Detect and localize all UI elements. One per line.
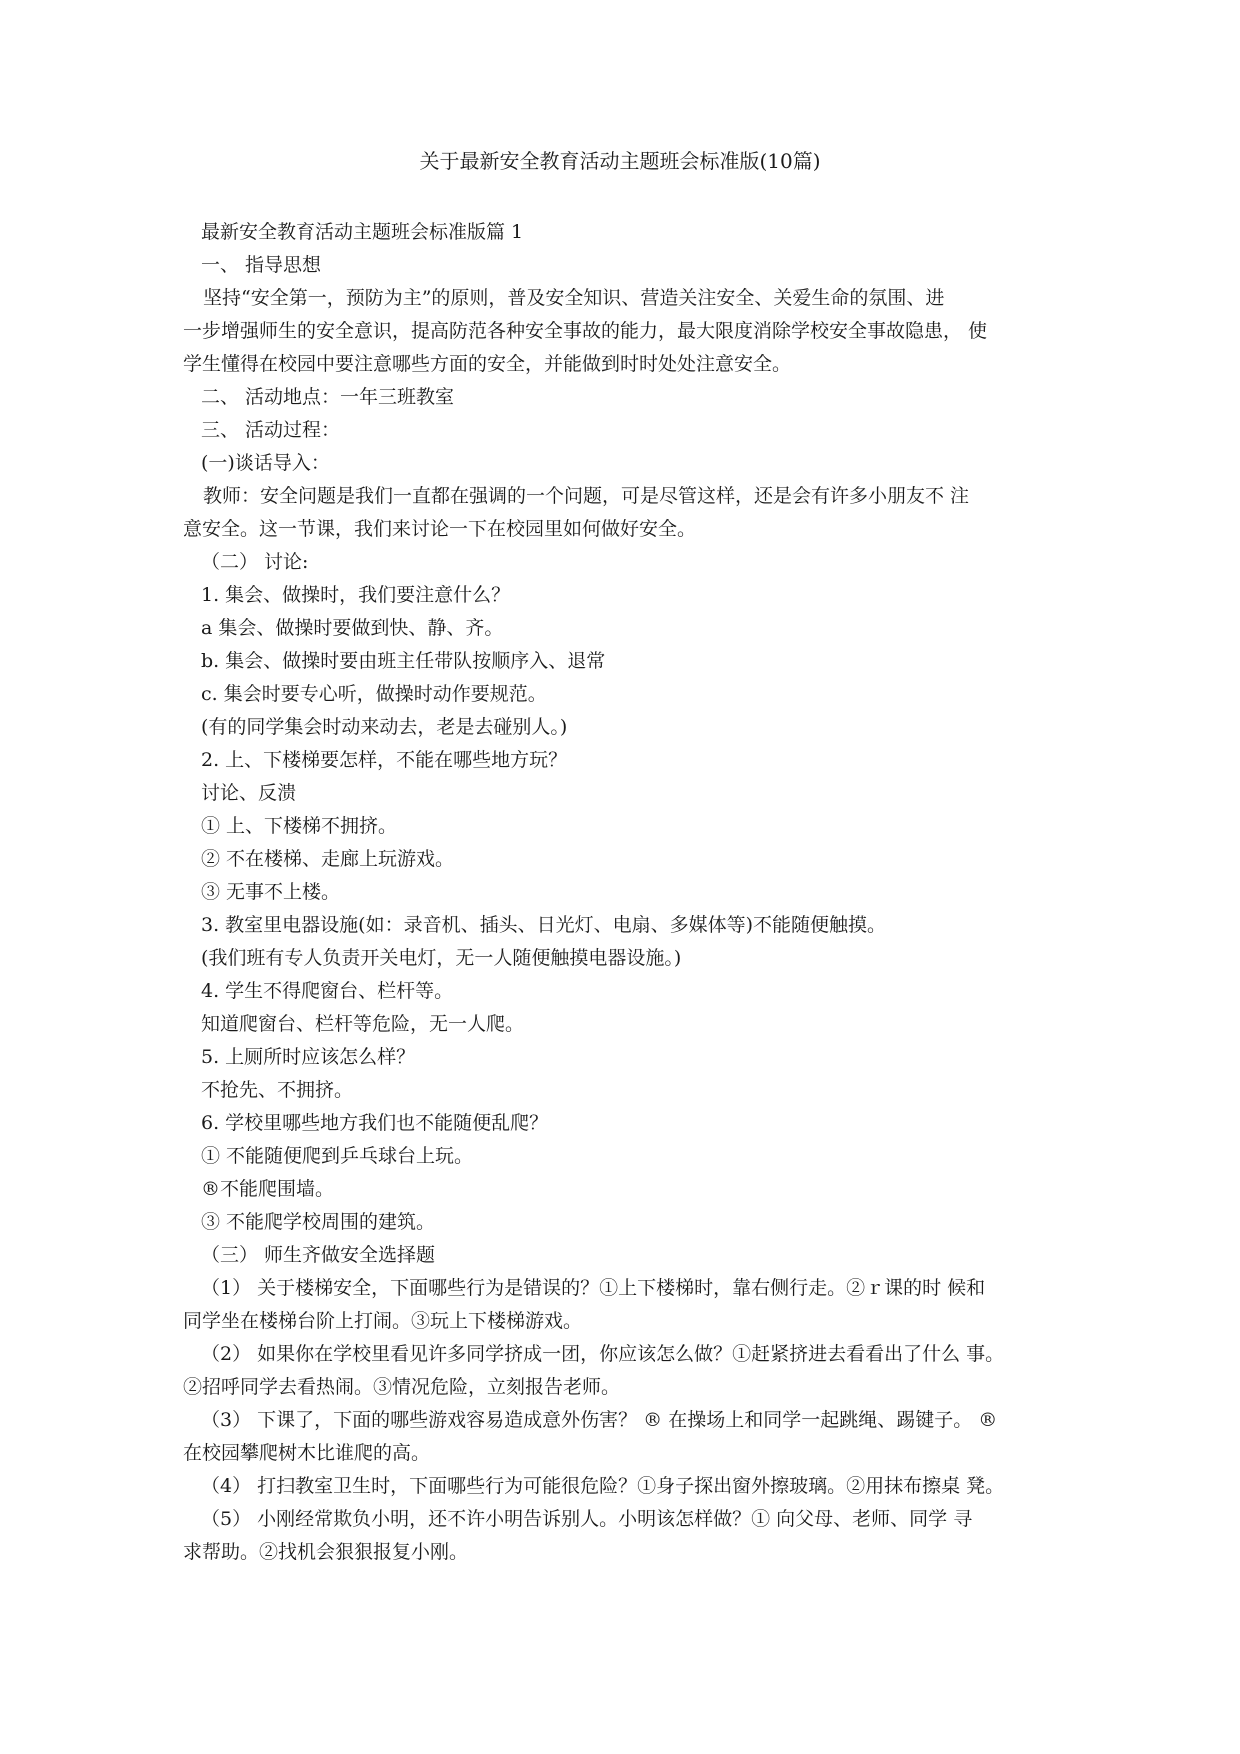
text-line: 同学坐在楼梯台阶上打闹。③玩上下楼梯游戏。 bbox=[183, 1310, 583, 1332]
text-line: ① 不能随便爬到乒乓球台上玩。 bbox=[201, 1145, 474, 1167]
text-line: 6. 学校里哪些地方我们也不能随便乱爬？ bbox=[201, 1112, 549, 1134]
text-line: ① 上、下楼梯不拥挤。 bbox=[201, 815, 398, 837]
text-line: (有的同学集会时动来动去，老是去碰别人。) bbox=[201, 716, 568, 738]
text-line: （2） 如果你在学校里看见许多同学挤成一团，你应该怎么做？①赶紧挤进去看看出了什么 事。 bbox=[201, 1343, 1005, 1365]
text-line: c. 集会时要专心听，做操时动作要规范。 bbox=[201, 683, 547, 705]
text-line: 一、 指导思想 bbox=[201, 254, 322, 276]
text-line: 最新安全教育活动主题班会标准版篇 1 bbox=[201, 221, 524, 243]
text-line: (我们班有专人负责开关电灯，无一人随便触摸电器设施。) bbox=[201, 947, 682, 969]
text-line: 不抢先、不拥挤。 bbox=[201, 1079, 354, 1101]
text-line: 知道爬窗台、栏杆等危险，无一人爬。 bbox=[201, 1013, 525, 1035]
text-line: （三） 师生齐做安全选择题 bbox=[201, 1244, 436, 1266]
text-line: ®不能爬围墙。 bbox=[201, 1178, 335, 1200]
text-line: 三、 活动过程： bbox=[201, 419, 341, 441]
text-line: ③ 不能爬学校周围的建筑。 bbox=[201, 1211, 436, 1233]
text-line: 4. 学生不得爬窗台、栏杆等。 bbox=[201, 980, 454, 1002]
text-line: 在校园攀爬树木比谁爬的高。 bbox=[183, 1442, 431, 1464]
text-line: （3） 下课了，下面的哪些游戏容易造成意外伤害？ ® 在操场上和同学一起跳绳、踢键子。 ® bbox=[201, 1409, 998, 1431]
text-line: 意安全。这一节课，我们来讨论一下在校园里如何做好安全。 bbox=[183, 518, 697, 540]
document-title: 关于最新安全教育活动主题班会标准版(10篇) bbox=[419, 149, 821, 173]
text-line: 坚持“安全第一，预防为主”的原则，普及安全知识、营造关注安全、关爱生命的氛围、进 bbox=[203, 287, 945, 309]
text-line: b. 集会、做操时要由班主任带队按顺序入、退常 bbox=[201, 650, 606, 672]
text-line: （4） 打扫教室卫生时，下面哪些行为可能很危险？①身子探出窗外擦玻璃。②用抹布擦桌 凳。 bbox=[201, 1475, 1005, 1497]
text-line: （二） 讨论: bbox=[201, 551, 309, 573]
text-line: a 集会、做操时要做到快、静、齐。 bbox=[201, 617, 504, 639]
text-line: 2. 上、下楼梯要怎样，不能在哪些地方玩？ bbox=[201, 749, 568, 771]
text-line: ②招呼同学去看热闹。③情况危险，立刻报告老师。 bbox=[183, 1376, 621, 1398]
text-line: 3. 教室里电器设施(如：录音机、插头、日光灯、电扇、多媒体等)不能随便触摸。 bbox=[201, 914, 886, 936]
text-line: 1. 集会、做操时，我们要注意什么？ bbox=[201, 584, 511, 606]
document-body bbox=[183, 216, 1078, 1569]
text-line: 一步增强师生的安全意识，提高防范各种安全事故的能力，最大限度消除学校安全事故隐患， 使 bbox=[183, 320, 988, 342]
text-line: 学生懂得在校园中要注意哪些方面的安全，并能做到时时处处注意安全。 bbox=[183, 353, 792, 375]
text-line: 教师：安全问题是我们一直都在强调的一个问题，可是尽管这样，还是会有许多小朋友不 注 bbox=[203, 485, 970, 507]
text-line: ③ 无事不上楼。 bbox=[201, 881, 341, 903]
text-line: 求帮助。②找机会狠狠报复小刚。 bbox=[183, 1541, 469, 1563]
text-line: 讨论、反溃 bbox=[201, 782, 297, 804]
text-line: (一)谈话导入： bbox=[201, 452, 330, 474]
text-line: （1） 关于楼梯安全，下面哪些行为是错误的？①上下楼梯时，靠右侧行走。②ｒ课的时 候和 bbox=[201, 1277, 986, 1299]
text-line: ② 不在楼梯、走廊上玩游戏。 bbox=[201, 848, 455, 870]
text-line: 5. 上厕所时应该怎么样？ bbox=[201, 1046, 416, 1068]
text-line: （5） 小刚经常欺负小明，还不许小明告诉别人。小明该怎样做？① 向父母、老师、同学 寻 bbox=[201, 1508, 973, 1530]
text-line: 二、 活动地点：一年三班教室 bbox=[201, 386, 455, 408]
